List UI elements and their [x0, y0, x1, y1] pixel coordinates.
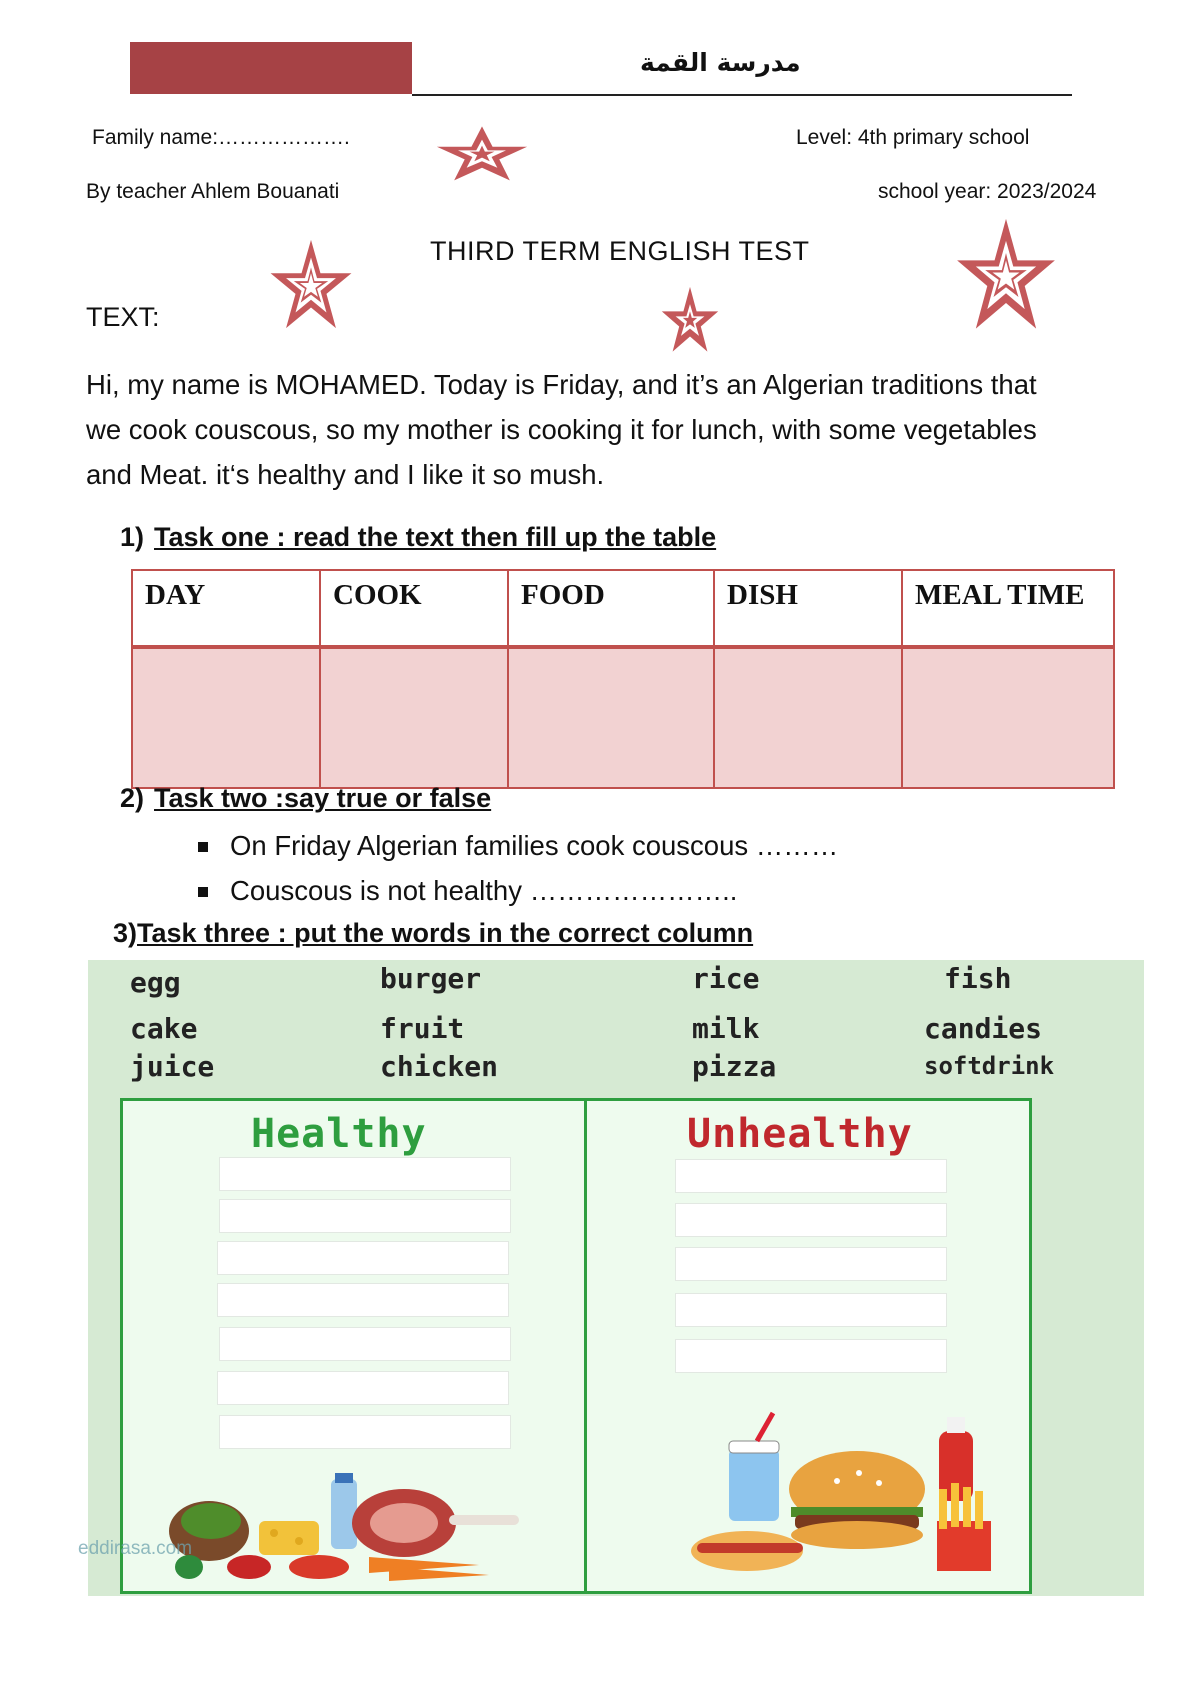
- list-item: Couscous is not healthy …………………..: [198, 873, 838, 918]
- column-header-meal-time: MEAL TIME: [902, 570, 1114, 647]
- column-header-cook: COOK: [320, 570, 508, 647]
- unhealthy-slot[interactable]: [675, 1247, 947, 1281]
- unhealthy-slot[interactable]: [675, 1159, 947, 1193]
- word-juice[interactable]: juice: [130, 1050, 215, 1083]
- column-header-food: FOOD: [508, 570, 714, 647]
- word-cake[interactable]: cake: [130, 1012, 198, 1045]
- healthy-slot[interactable]: [217, 1283, 509, 1317]
- healthy-title: Healthy: [251, 1111, 427, 1157]
- task-number: 1): [120, 522, 145, 552]
- header-underline: [412, 94, 1072, 96]
- text-label: TEXT:: [86, 302, 160, 332]
- word-chicken[interactable]: chicken: [380, 1050, 499, 1083]
- word-fish[interactable]: fish: [944, 962, 1012, 995]
- star-icon: [954, 214, 1058, 336]
- word-fruit[interactable]: fruit: [380, 1012, 465, 1045]
- word-rice[interactable]: rice: [692, 962, 760, 995]
- answer-cell-food[interactable]: [508, 647, 714, 788]
- star-icon: [268, 236, 354, 334]
- school-name: مدرسة القمة: [640, 48, 801, 77]
- word-softdrink[interactable]: softdrink: [924, 1052, 1055, 1080]
- task-three-heading: [113, 918, 753, 949]
- fill-table: [131, 569, 1115, 789]
- unhealthy-slot[interactable]: [675, 1293, 947, 1327]
- healthy-slot[interactable]: [219, 1157, 511, 1191]
- task-title: Task three : put the words in the correct column: [137, 918, 754, 948]
- star-icon: [660, 284, 720, 356]
- task-title: Task two :say true or false: [154, 783, 492, 813]
- passage-line: we cook couscous, so my mother is cooking it for lunch, with some vegetables: [86, 414, 1037, 445]
- passage-line: Hi, my name is MOHAMED. Today is Friday, and it’s an Algerian traditions that: [86, 369, 1037, 400]
- family-name-field: Family name:……………….: [92, 126, 350, 149]
- task-one-heading: [120, 522, 716, 553]
- healthy-slot[interactable]: [219, 1327, 511, 1361]
- watermark: eddirasa.com: [78, 1538, 193, 1559]
- passage-line: and Meat. it‘s healthy and I like it so mush.: [86, 459, 605, 490]
- header-bar: [130, 42, 412, 94]
- word-pizza[interactable]: pizza: [692, 1050, 777, 1083]
- unhealthy-slot[interactable]: [675, 1339, 947, 1373]
- task-number: 3): [113, 918, 138, 948]
- column-header-day: DAY: [132, 570, 320, 647]
- table-header-row: [132, 570, 1114, 647]
- word-egg[interactable]: egg: [130, 966, 181, 999]
- junk-food-illustration: [687, 1411, 1027, 1583]
- page-title: THIRD TERM ENGLISH TEST: [430, 236, 810, 266]
- unhealthy-slot[interactable]: [675, 1203, 947, 1237]
- healthy-slot[interactable]: [217, 1371, 509, 1405]
- unhealthy-title: Unhealthy: [687, 1111, 913, 1157]
- healthy-slot[interactable]: [219, 1415, 511, 1449]
- task-number: 2): [120, 783, 145, 813]
- table-row: [132, 647, 1114, 788]
- list-item: On Friday Algerian families cook couscous ………: [198, 828, 838, 873]
- star-icon: [434, 124, 530, 184]
- school-year-label: school year: 2023/2024: [878, 180, 1097, 203]
- task-title: Task one : read the text then fill up the table: [154, 522, 717, 552]
- healthy-slot[interactable]: [217, 1241, 509, 1275]
- word-candies[interactable]: candies: [924, 1012, 1043, 1045]
- sorting-panel: [88, 960, 1144, 1596]
- teacher-label: By teacher Ahlem Bouanati: [86, 180, 340, 203]
- word-burger[interactable]: burger: [380, 962, 482, 995]
- task-two-heading: [120, 783, 491, 814]
- column-header-dish: DISH: [714, 570, 902, 647]
- answer-cell-cook[interactable]: [320, 647, 508, 788]
- unhealthy-column: [584, 1098, 1032, 1594]
- healthy-column: [120, 1098, 600, 1594]
- reading-passage: [86, 362, 1126, 497]
- true-false-list: [198, 828, 838, 918]
- answer-cell-dish[interactable]: [714, 647, 902, 788]
- answer-cell-meal-time[interactable]: [902, 647, 1114, 788]
- answer-cell-day[interactable]: [132, 647, 320, 788]
- word-milk[interactable]: milk: [692, 1012, 760, 1045]
- healthy-slot[interactable]: [219, 1199, 511, 1233]
- healthy-food-illustration: [149, 1471, 549, 1583]
- level-label: Level: 4th primary school: [796, 126, 1030, 149]
